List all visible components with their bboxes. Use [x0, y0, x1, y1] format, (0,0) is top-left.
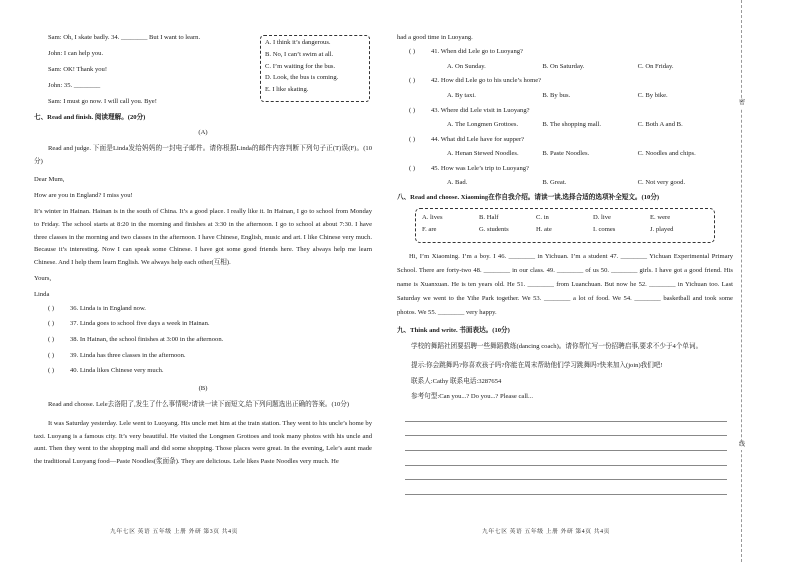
- answer-paren[interactable]: ( ): [409, 106, 416, 114]
- letter: [34, 174, 372, 302]
- question-text: 42. How did Lele go to his uncle’s home?: [431, 77, 542, 85]
- word-option: I. comes: [593, 226, 616, 234]
- hint-text: 提示:你会跳舞吗?你喜欢孩子吗?你能在周末帮助他们学习跳舞吗?快来加入(join)我们吧!: [411, 361, 663, 369]
- writing-lines[interactable]: [397, 407, 733, 495]
- question: [397, 107, 733, 115]
- binding-line: [741, 0, 743, 562]
- judge-text: 40. Linda likes Chinese very much.: [70, 367, 164, 375]
- option: C. By bike.: [637, 91, 668, 99]
- question-text: 43. Where did Lele visit in Luoyang?: [431, 106, 530, 114]
- question: [397, 136, 733, 144]
- option: A. Henan Stewed Noodles.: [447, 149, 519, 157]
- question-options: [397, 121, 733, 129]
- passage8: Hi, I’m Xiaoming. I’m a boy. I 46. ________ in Yichuan. I’m a student 47. ________ Yichuan Experimental Primary School. There are forty-two 48. ________ in our class. 49. ________ of us 50. ________ girls. I have got a good friend. His name is Xuanxuan. He is ten years old. He 51. ________ from Luanchuan. But now he 52. ________ in Yichuan too. Last Saturday we went to the Yihe Park together. We 53. ________ a lot of food. We 54. ________ basketball and took some photos. We 55. ________ very happy.: [397, 252, 733, 317]
- word-option: J. played: [650, 226, 674, 234]
- answer-paren[interactable]: ( ): [409, 48, 416, 56]
- option-item: E. I like skating.: [265, 86, 309, 94]
- partA-label: (A): [198, 128, 208, 136]
- answer-paren[interactable]: ( ): [48, 367, 55, 375]
- dialog-line: John: I can help you.: [48, 50, 104, 58]
- dialog-line: Sam: I must go now. I will call you. Bye!: [48, 98, 157, 106]
- option: B. Paste Noodles.: [542, 149, 590, 157]
- footer-left: 九年七区 英语 五年级 上册 外研 第3页 共4页: [110, 529, 239, 535]
- option: B. The shopping mall.: [542, 120, 601, 128]
- answer-paren[interactable]: ( ): [409, 135, 416, 143]
- contact-line: 联系人:Cathy 联系电话:3287654: [411, 378, 502, 386]
- option-item: C. I’m waiting for the bus.: [265, 62, 336, 70]
- questions: [397, 48, 733, 187]
- section8-title: 八、Read and choose. Xiaoming在作自我介绍。请读一读,选择合适的选项补全短文。(10分): [397, 193, 660, 201]
- word-option: G. students: [479, 226, 509, 234]
- option: A. On Sunday.: [447, 62, 486, 70]
- answer-paren[interactable]: ( ): [48, 351, 55, 359]
- word-row: [422, 226, 708, 234]
- word-row: [422, 214, 708, 222]
- option-item: D. Look, the bus is coming.: [265, 74, 339, 82]
- right-page: [397, 34, 733, 495]
- answer-paren[interactable]: ( ): [48, 320, 55, 328]
- option-item: B. No, I can’t swim at all.: [265, 50, 334, 58]
- dialog-line: John: 35. ________: [48, 82, 101, 90]
- word-option: D. live: [593, 214, 611, 222]
- option: B. By bus.: [542, 91, 571, 99]
- word-option: H. ate: [536, 226, 552, 234]
- question-text: 44. What did Lele have for supper?: [431, 135, 525, 143]
- partA-instruction: Read and judge. 下面是Linda发给妈妈的一封电子邮件。请你根据Linda的邮件内容判断下列句子正(T)误(F)。(10分): [34, 145, 372, 165]
- word-option: E. were: [650, 214, 671, 222]
- dialog-line: Sam: Oh, I skate badly. 34. ________ But I want to learn.: [48, 34, 201, 41]
- binding-label-bottom: 线: [736, 442, 748, 450]
- judge-text: 39. Linda has three classes in the afternoon.: [70, 351, 186, 359]
- option: A. Bad.: [447, 179, 468, 187]
- word-bank: [415, 208, 715, 242]
- judge-item: [34, 367, 372, 375]
- letter-line: Dear Mum,: [34, 176, 65, 184]
- option: C. Both A and B.: [637, 120, 683, 128]
- answer-paren[interactable]: ( ): [409, 164, 416, 172]
- question: [397, 165, 733, 173]
- binding-label-top: 密: [736, 100, 748, 108]
- option: C. Not very good.: [637, 179, 686, 187]
- judge-item: [34, 336, 372, 344]
- judge-text: 36. Linda is in England now.: [70, 304, 146, 312]
- dialog-line: Sam: OK! Thank you!: [48, 66, 108, 74]
- option: C. Noodles and chips.: [637, 149, 696, 157]
- word-option: A. lives: [422, 214, 443, 222]
- question: [397, 48, 733, 56]
- option: C. On Friday.: [637, 62, 674, 70]
- partB-instruction: Read and choose. Lele去洛阳了,发生了什么事情呢?请读一读下面短文,给下列问题选出正确的答案。(10分): [48, 400, 350, 408]
- section9-title: 九、Think and write. 书面表达。(10分): [397, 326, 510, 334]
- judge-item: [34, 305, 372, 313]
- passage-end: had a good time in Luoyang.: [397, 34, 473, 41]
- answer-paren[interactable]: ( ): [409, 77, 416, 85]
- footer-right: 九年七区 英语 五年级 上册 外研 第4页 共4页: [482, 529, 611, 535]
- word-option: F. are: [422, 226, 437, 234]
- word-option: B. Half: [479, 214, 499, 222]
- question-options: [397, 179, 733, 187]
- section7-title: 七、Read and finish. 阅读理解。(20分): [34, 114, 146, 122]
- letter-line: Yours,: [34, 275, 52, 283]
- reference-sentences: 参考句型:Can you...? Do you...? Please call...: [411, 392, 533, 400]
- judge-text: 38. In Hainan, the school finishes at 3:00 in the afternoon.: [70, 336, 224, 344]
- question-text: 45. How was Lele’s trip to Luoyang?: [431, 164, 529, 172]
- judge-items: [34, 305, 372, 376]
- letter-line: Linda: [34, 290, 50, 298]
- question: [397, 77, 733, 85]
- question-options: [397, 92, 733, 100]
- option: A. By taxi.: [447, 91, 476, 99]
- question-options: [397, 63, 733, 71]
- partB-label: (B): [198, 384, 208, 392]
- judge-item: [34, 320, 372, 328]
- section9-text: 学校的舞蹈社团要招聘一些舞蹈教练(dancing coach)。请你帮忙写一份招聘启事,要求不少于4个单词。: [411, 343, 703, 351]
- question-options: [397, 150, 733, 158]
- passageB: It was Saturday yesterday. Lele went to Luoyang. His uncle met him at the train station. They went to his uncle’s home by taxi. Luoyang is a famous city. It’s very beautiful. He visited the Longmen Grottoes and took many photos with his uncle and aunt. Then they went to the shopping mall and did some shopping. Those places were great. In the evening, Lele’s aunt made the traditional Luoyang food—Paste Noodles(浆面条). They are delicious. Lele likes Paste Noodles very much. He: [34, 419, 372, 466]
- judge-text: 37. Linda goes to school five days a week in Hainan.: [70, 320, 210, 328]
- option-item: A. I think it’s dangerous.: [265, 39, 331, 46]
- answer-paren[interactable]: ( ): [48, 304, 55, 312]
- letter-line: How are you in England? I miss you!: [34, 192, 133, 200]
- option: B. Great.: [542, 179, 567, 187]
- answer-paren[interactable]: ( ): [48, 336, 55, 344]
- letter-line: It’s winter in Hainan. Hainan is in the south of China. It’s a good place. I really like it. In Hainan, I go to school from Monday to Friday. The school starts at 8:20 in the morning and finishes at 3:30 in the afternoon. I go to school at about 7:30. I have three classes in the morning and two classes in the afternoon. I have Chinese, English, music and art. I like Chinese very much. Because it’s interesting. Now I can speak some Chinese. I have got some good friends here. They always help me learn Chinese. And I help them learn English. We always help each other(互相).: [34, 207, 372, 267]
- word-option: C. in: [536, 214, 549, 222]
- option: B. On Saturday.: [542, 62, 585, 70]
- option: A. The Longmen Grottoes.: [447, 120, 519, 128]
- question-text: 41. When did Lele go to Luoyang?: [431, 48, 523, 56]
- judge-item: [34, 352, 372, 360]
- options-box: [260, 35, 370, 102]
